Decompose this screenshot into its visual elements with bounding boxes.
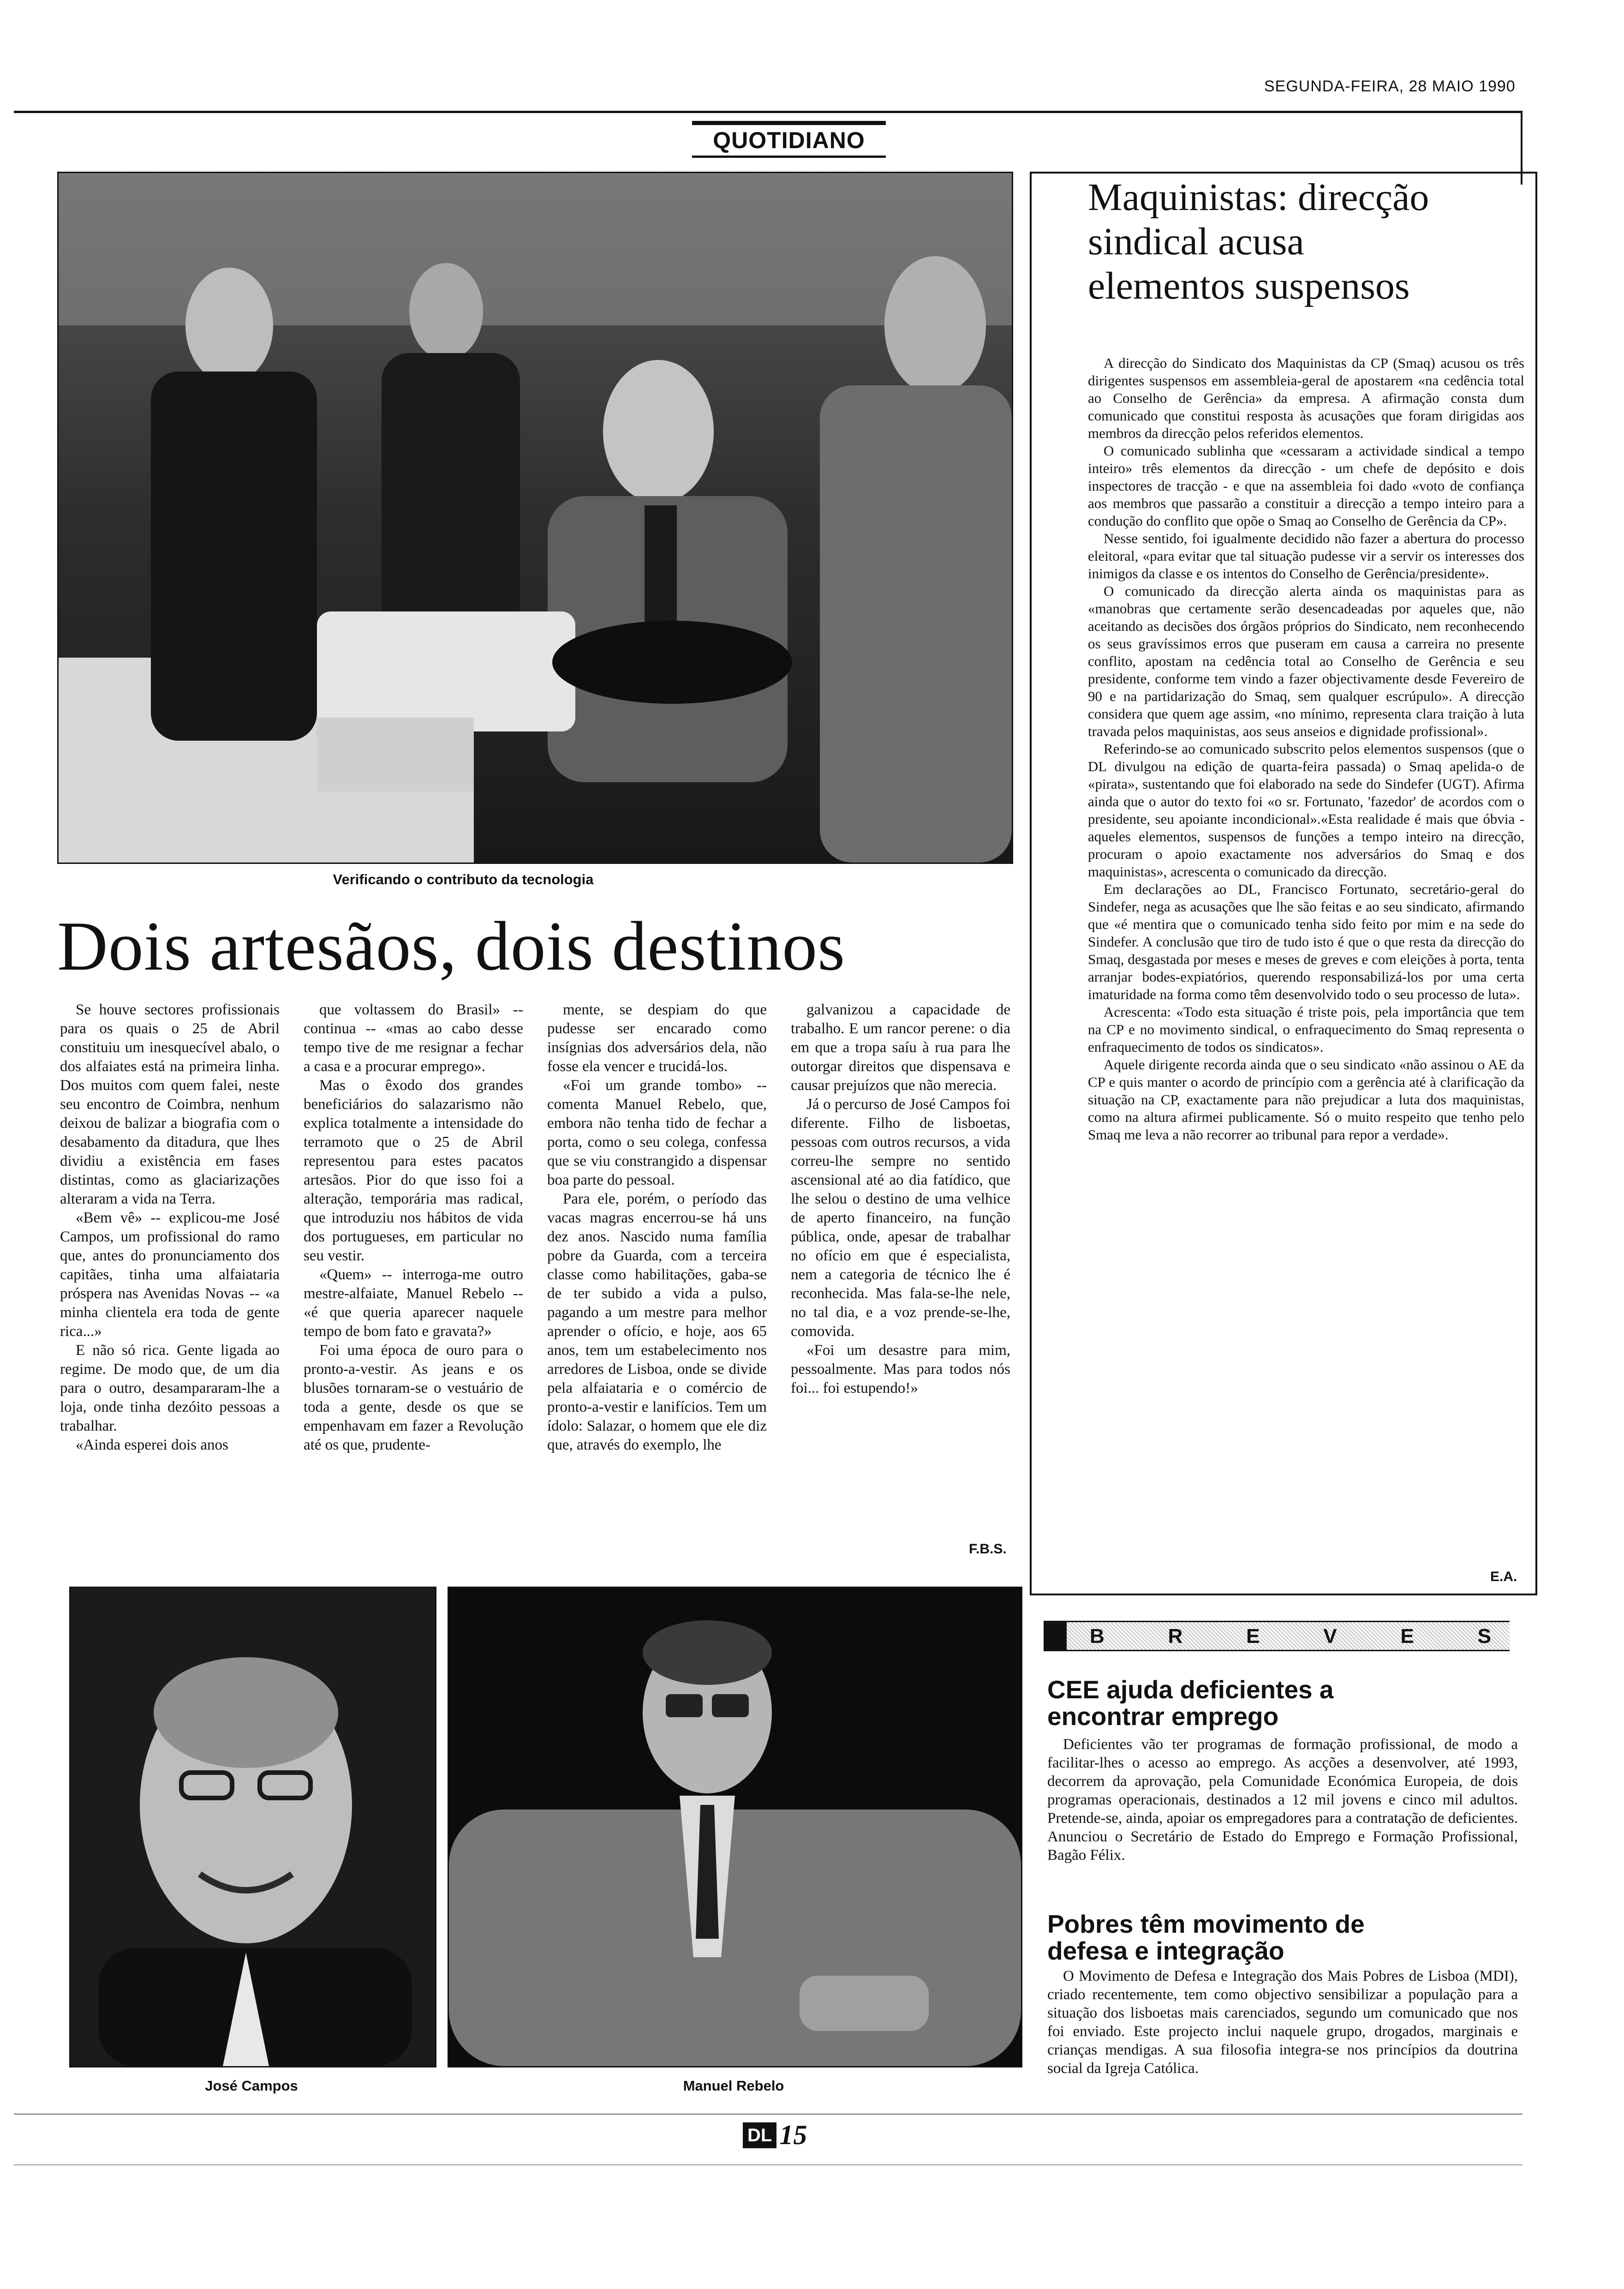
portrait-illustration-left	[71, 1588, 435, 2066]
breves-label-bar	[1044, 1621, 1510, 1651]
footer-folio	[743, 2119, 807, 2151]
portrait-illustration-right	[449, 1588, 1021, 2066]
footer-bottom-rule	[14, 2164, 1522, 2165]
page-number: 15	[779, 2120, 807, 2150]
main-article-column-2	[304, 1001, 523, 1455]
paragraph: galvanizou a capacidade de trabalho. E um rancor perene: o dia em que a tropa saíu à rua para lhe outorgar direitos que dispensava e causar prejuízos que não merecia.	[791, 1001, 1010, 1094]
portrait-left-caption: José Campos	[205, 2078, 298, 2094]
paragraph: Mas o êxodo dos grandes beneficiários do salazarismo não explica totalmente a intensidade do terramoto que o 25 de Abril representou para estes pacatos artesãos. Pior do que isso foi a alteração, temporária mas radical, que introduziu nos hábitos de vida dos portugueses, em particular no seu vestir.	[304, 1077, 523, 1264]
main-article-column-3	[547, 1001, 767, 1455]
paragraph: A direcção do Sindicato dos Maquinistas da CP (Smaq) acusou os três dirigentes suspensos em assembleia-geral de apostarem «na cedência total ao Conselho de Gerência» da empresa. A afirmação consta dum comunicado que constitui resposta às acusações que foram dirigidas aos membros da direcção pelos referidos elementos.	[1088, 355, 1524, 441]
breves-letter: S	[1477, 1625, 1491, 1648]
breves-marker	[1044, 1622, 1067, 1650]
paragraph: Acrescenta: «Todo esta situação é triste pois, pela importância que tem na CP e no movimento sindical, o enfraquecimento do Smaq representa o enfraquecimento de todos os sindicatos».	[1088, 1004, 1524, 1055]
paragraph: Foi uma época de ouro para o pronto-a-vestir. As jeans e os blusões tornaram-se o vestuário de toda a gente, desde os que se empenhavam em fazer a Revolução até os que, prudente-	[304, 1342, 523, 1453]
paragraph: «Foi um grande tombo» -- comenta Manuel Rebelo, que, embora não tenha tido de fechar a porta, como o seu colega, confessa que se viu constrangido a dispensar boa parte do pessoal.	[547, 1077, 767, 1188]
breves-letter: B	[1090, 1625, 1105, 1648]
top-photo-caption: Verificando o contributo da tecnologia	[333, 871, 594, 887]
paragraph: que voltassem do Brasil» -- continua -- «mas ao cabo desse tempo tive de me resignar a fechar a casa e a procurar emprego».	[304, 1001, 523, 1075]
brief-1-title: CEE ajuda deficientes a encontrar emprego	[1047, 1675, 1334, 1731]
brief-2-title: Pobres têm movimento de defesa e integração	[1047, 1910, 1365, 1965]
breves-letters	[1090, 1625, 1491, 1648]
breves-letter: V	[1323, 1625, 1337, 1648]
paragraph: Referindo-se ao comunicado subscrito pelos elementos suspensos (que o DL divulgou na edição de quarta-feira passada) o Smaq apelida-o de «pirata», sustentando que foi elaborado na sede do Sindefer (UGT). Afirma ainda que o autor do texto foi «o sr. Fortunato, 'fazedor' de acordos com o presidente, seu apoiante incondicional».«Esta realidade é mais que óbvia - aqueles elementos, suspensos de funções a tempo inteiro na direcção, procuram o apoio exactamente nos adversários do Smaq e dos maquinistas», acrescenta o comunicado da direcção.	[1088, 741, 1524, 880]
tailors-photo-illustration	[59, 173, 1012, 863]
brief-2-text	[1047, 1967, 1518, 2078]
paragraph: Já o percurso de José Campos foi diferente. Filho de lisboetas, pessoas com outros recursos, a vida correu-lhe sempre no sentido ascensional até ao dia fatídico, que lhe selou o destino de uma velhice de aperto financeiro, na função pública, onde, apesar de trabalhar no ofício em que é especialista, nem a categoria de técnico lhe é reconhecida. Mas fala-se-lhe nele, no tal dia, e a voz prende-se-lhe, comovida.	[791, 1096, 1010, 1340]
portrait-right-caption: Manuel Rebelo	[683, 2078, 784, 2094]
paragraph: «Foi um desastre para mim, pessoalmente. Mas para todos nós foi... foi estupendo!»	[791, 1342, 1010, 1396]
breves-letter: R	[1168, 1625, 1183, 1648]
footer-rule	[14, 2114, 1522, 2115]
breves-letter: E	[1246, 1625, 1260, 1648]
paragraph: «Ainda esperei dois anos	[76, 1437, 228, 1453]
main-headline: Dois artesãos, dois destinos	[57, 907, 846, 985]
paragraph: Se houve sectores profissionais para os quais o 25 de Abril constituiu um inesquecível abalo, o dos alfaiates está na primeira linha. Dos muitos com quem falei, neste seu encontro de Coimbra, nenhum deixou de balizar a biografia com o desabamento da ditadura, que lhes dividiu a existência em fases distintas, como as glaciarizações alteraram a vida na Terra.	[60, 1001, 280, 1207]
portrait-manuel-rebelo	[448, 1587, 1022, 2067]
paragraph: mente, se despiam do que pudesse ser encarado como insígnias dos adversários dela, não fosse ela vencer e trucidá-los.	[547, 1001, 767, 1075]
breves-letter: E	[1400, 1625, 1414, 1648]
paragraph: Nesse sentido, foi igualmente decidido não fazer a abertura do processo eleitoral, «para evitar que tal situação pudesse vir a servir os interesses dos inimigos da classe e os intentos do Conselho de Gerência/presidente».	[1088, 530, 1524, 581]
paragraph: O comunicado sublinha que «cessaram a actividade sindical a tempo inteiro» três elementos da direcção - um chefe de depósito e dois inspectores de tracção - e que na assembleia foi dado «voto de confiança aos membros que passarão a constituir a direcção a tempo inteiro para a condução do conflito que opõe o Smaq ao Conselho de Gerência da CP».	[1088, 443, 1524, 529]
dl-logo: DL	[743, 2122, 776, 2148]
paragraph: O Movimento de Defesa e Integração dos Mais Pobres de Lisboa (MDI), criado recentemente, tem como objectivo sensibilizar a população para a situação dos lisboetas mais carenciados, segundo um comunicado que nos foi enviado. Este projecto inclui naquele grupo, drogados, marginais e crianças mendigas. A sua filosofia integra-se nos princípios da doutrina social da Igreja Católica.	[1047, 1968, 1518, 2077]
paragraph: Deficientes vão ter programas de formação profissional, de modo a facilitar-lhes o acesso ao emprego. As acções a desenvolver, até 1993, decorrem da aprovação, pela Comunidade Económica Europeia, de dois programas operacionais, destinados a 12 mil jovens e cinco mil adultos. Pretende-se, ainda, apoiar os empregadores para a contratação de deficientes. Anunciou o Secretário de Estado do Emprego e Formação Profissional, Bagão Félix.	[1047, 1736, 1518, 1864]
paragraph: Para ele, porém, o período das vacas magras encerrou-se há uns dez anos. Nascido numa família pobre da Guarda, com a terceira classe como habilitações, gaba-se de ter subido a vida a pulso, pagando a um mestre para melhor aprender o ofício, e hoje, aos 65 anos, tem um estabelecimento nos arredores de Lisboa, onde se divide pela alfaiataria e o comércio de pronto-a-vestir e lanifícios. Tem um ídolo: Salazar, o homem que ele diz que, através do exemplo, lhe	[547, 1191, 767, 1453]
paragraph: Em declarações ao DL, Francisco Fortunato, secretário-geral do Sindefer, nega as acusações que lhe são feitas e ao seu sindicato, afirmando que «é mentira que o comunicado tenha sido feito por mim e na sede do Sindefer. A conclusão que tiro de tudo isto é que o que resta da direcção do Smaq, desgastada por meses e meses de greves e com eleições à porta, tenta arranjar bodes-expiatórios, querendo responsabilizá-los por uma certa imaturidade na forma como têm desenvolvido todo o seu processo de luta».	[1088, 881, 1524, 1002]
paragraph: «Bem vê» -- explicou-me José Campos, um profissional do ramo que, antes do pronunciamento dos capitães, tinha uma alfaiataria próspera nas Avenidas Novas -- «a minha clientela era toda de gente rica...»	[60, 1210, 280, 1340]
portrait-jose-campos	[69, 1587, 436, 2067]
main-article-column-4	[791, 1001, 1010, 1398]
main-article-column-1	[60, 1001, 280, 1455]
paragraph: Aquele dirigente recorda ainda que o seu sindicato «não assinou o AE da CP e quis manter o acordo de princípio com a gerência até à clarificação da situação na CP, exactamente para não prejudicar a luta dos maquinistas, como na altura afirmei publicamente. Só o muito respeito que tenho pelo Smaq me leva a não recorrer ao tribunal para repor a verdade».	[1088, 1056, 1524, 1143]
header-rule	[14, 111, 1522, 113]
paragraph: O comunicado da direcção alerta ainda os maquinistas para as «manobras que certamente serão desencadeadas por aqueles que, não aceitando as decisões dos órgãos próprios do Sindicato, nem reconhecendo os seus gravíssimos erros que puseram em causa a carreira no presente conflito, apostam na cedência total ao Conselho de Gerência e seu presidente, conforme tem vindo a fazer objectivamente desde Fevereiro de 90 e na partidarização do Smaq, sem qualquer escrúpulo». A direcção considera que quem age assim, «no mínimo, representa clara traição à luta travada pelos maquinistas, aos seus anseios e dignidade profissional».	[1088, 583, 1524, 739]
side-article-headline: Maquinistas: direcção sindical acusa elementos suspensos	[1088, 176, 1429, 307]
paragraph: «Quem» -- interroga-me outro mestre-alfaiate, Manuel Rebelo -- «é que queria aparecer naquele tempo de bom fato e gravata?»	[304, 1266, 523, 1340]
paragraph: E não só rica. Gente ligada ao regime. De modo que, de um dia para o outro, desampararam-lhe a loja, onde tinha dezóito pessoas a trabalhar.	[60, 1342, 280, 1434]
side-article-signature: E.A.	[1490, 1569, 1517, 1584]
top-photo	[57, 172, 1013, 864]
section-label: QUOTIDIANO	[692, 121, 886, 158]
edition-date: SEGUNDA-FEIRA, 28 MAIO 1990	[1264, 78, 1516, 95]
main-article-signature: F.B.S.	[969, 1541, 1007, 1557]
side-article-body	[1088, 354, 1524, 1144]
brief-1-text	[1047, 1735, 1518, 1864]
